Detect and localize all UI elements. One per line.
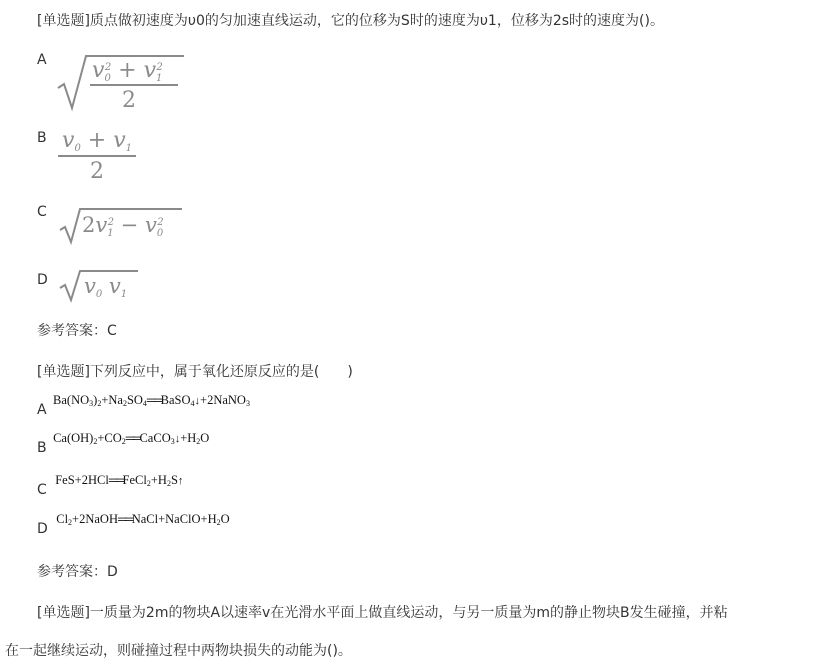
- q1-option-c: [37, 204, 47, 220]
- q1-option-a: [37, 52, 47, 68]
- q2-option-c-letter: C: [37, 482, 47, 498]
- question-2-stem: [单选题]下列反应中，属于氧化还原反应的是( ): [37, 364, 353, 380]
- q1-a-numerator: $v0^2 + v1^2$: [92, 58, 163, 84]
- q2-option-d-formula: $Cl_2+2NaOH══NaCl+NaClO+H_2O$: [56, 512, 230, 527]
- q1-option-b-letter: B: [37, 130, 47, 146]
- q2-option-b-formula: $Ca(OH)_2+CO_2══CaCO_3↓+H_2O$: [53, 431, 210, 446]
- q2-option-d-letter: D: [37, 521, 48, 537]
- q1-option-c-letter: C: [37, 204, 47, 220]
- question-2-answer: 参考答案：D: [37, 564, 118, 580]
- q1-c-radicand: $2v1^2 - v0^2$: [82, 213, 164, 239]
- q1-d-radicand: v0 v1: [84, 274, 128, 300]
- q1-option-b: [37, 130, 47, 146]
- q1-a-denominator: 2: [122, 88, 136, 113]
- q2-option-c: [37, 472, 184, 498]
- q1-option-a-letter: A: [37, 52, 47, 68]
- question-1-stem: [单选题]质点做初速度为υ0的匀加速直线运动，它的位移为S时的速度为υ1，位移为2s时的速度为()。: [37, 13, 664, 29]
- question-1-answer: 参考答案：C: [37, 323, 117, 339]
- question-3-stem-line-1: [单选题]一质量为2m的物块A以速率v在光滑水平面上做直线运动，与另一质量为m的静止物块B发生碰撞，并粘: [37, 605, 728, 621]
- q2-option-a-letter: A: [37, 402, 47, 418]
- q1-option-d: [37, 272, 48, 288]
- q1-option-d-letter: D: [37, 272, 48, 288]
- q2-option-c-formula: $FeS+2HCl══FeCl_2+H_2S↑$: [55, 473, 184, 488]
- q1-b-numerator: v0 + v1: [62, 128, 133, 154]
- q2-option-a: [37, 392, 250, 418]
- q2-option-b: [37, 430, 210, 456]
- q2-option-b-letter: B: [37, 440, 47, 456]
- q2-option-d: [37, 511, 230, 537]
- q2-option-a-formula: $Ba(NO_3)_2+Na_2SO_4══BaSO_4↓+2NaNO_3$: [53, 393, 250, 408]
- question-3-stem-line-2: 在一起继续运动，则碰撞过程中两物块损失的动能为()。: [5, 643, 352, 659]
- q1-b-denominator: 2: [90, 159, 105, 184]
- q1-option-b-formula: [58, 128, 136, 184]
